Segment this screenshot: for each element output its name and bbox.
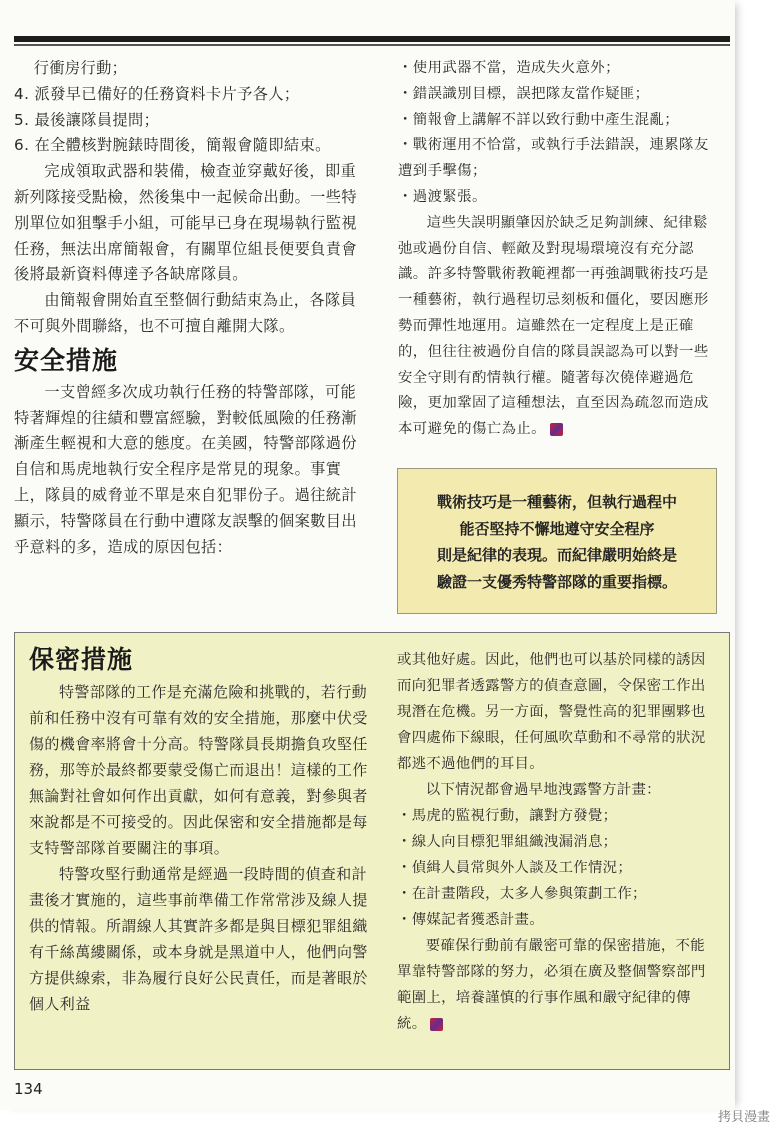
box-left-column xyxy=(29,645,369,1017)
right-column xyxy=(398,56,716,443)
pull-quote xyxy=(397,468,717,614)
paragraph-text: 要確保行動前有嚴密可靠的保密措施，不能單靠特警部隊的努力，必須在廣及整個警察部門範圍上，培養謹慎的行事作風和嚴守紀律的傳統。 xyxy=(397,938,706,1032)
sidebar-box-secrecy xyxy=(14,632,730,1070)
list-item: 6. 在全體核對腕錶時間後，簡報會隨即結束。 xyxy=(14,136,331,155)
paragraph: 特警攻堅行動通常是經過一段時間的偵查和計畫後才實施的，這些事前準備工作常常涉及線人提供的情報。所謂線人其實許多都是與目標犯罪組織有千絲萬縷關係，或本身就是黑道中人，他們向警方提供線索，非為履行良好公民責任，而是著眼於個人利益 xyxy=(29,865,368,1013)
pull-quote-line: 戰術技巧是一種藝術，但執行過程中 xyxy=(436,493,677,511)
section-heading-safety: 安全措施 xyxy=(14,345,119,375)
section-heading-secrecy: 保密措施 xyxy=(29,645,134,674)
pull-quote-line: 驗證一支優秀特警部隊的重要指標。 xyxy=(436,572,677,591)
left-column xyxy=(14,56,360,560)
list-continuation: 行衝房行動； xyxy=(33,59,128,77)
paragraph: 或其他好處。因此，他們也可以基於同樣的誘因而向犯罪者透露警方的偵查意圖，令保密工作出現潛在危機。另一方面，警覺性高的犯罪團夥也會四處佈下線眼，任何風吹草動和不尋常的狀況都逃不過他們的耳目。 xyxy=(397,652,706,772)
paragraph xyxy=(398,211,716,443)
paragraph: 一支曾經多次成功執行任務的特警部隊，可能特著輝煌的往績和豐富經驗，對較低風險的任務漸漸產生輕視和大意的態度。在美國，特警部隊過份自信和馬虎地執行安全程序是常見的現象。事實上，隊員的威脅並不單是來自犯罪份子。過往統計顯示，特警隊員在行動中遭隊友誤擊的個案數目出乎意料的多，造成的原因包括： xyxy=(14,382,357,556)
bullet-item: ・錯誤識別目標，誤把隊友當作疑匪； xyxy=(398,85,650,102)
box-right-column xyxy=(397,647,717,1037)
bullet-item: ・使用武器不當，造成失火意外； xyxy=(398,60,620,76)
header-rule xyxy=(14,36,730,42)
paragraph: 完成領取武器和裝備，檢查並穿戴好後，即重新列隊接受點檢，然後集中一起候命出動。一些特別單位如狙擊手小組，可能早已身在現場執行監視任務，無法出席簡報會，有關單位組長便要負責會後將最新資料傳達予各缺席隊員。 xyxy=(14,162,357,284)
pull-quote-line: 能否堅持不懈地遵守安全程序 xyxy=(459,519,655,538)
pull-quote-line: 則是紀律的表現。而紀律嚴明始終是 xyxy=(436,546,677,564)
paragraph: 由簡報會開始直至整個行動結束為止，各隊員不可與外間聯絡，也不可擅自離開大隊。 xyxy=(14,291,357,335)
page-number: 134 xyxy=(14,1080,43,1098)
bullet-item: ・馬虎的監視行動，讓對方發覺； xyxy=(397,808,618,824)
bullet-item: ・過渡緊張。 xyxy=(398,188,487,205)
bullet-item: ・戰術運用不恰當，或執行手法錯誤，連累隊友遭到手擊傷； xyxy=(398,137,709,180)
paragraph: 以下情況都會過早地洩露警方計畫： xyxy=(425,782,661,798)
bullet-item: ・偵緝人員常與外人談及工作情況； xyxy=(397,860,633,876)
paragraph xyxy=(397,933,717,1037)
watermark-text: 拷貝漫畫 xyxy=(717,1110,770,1125)
end-marker-icon xyxy=(430,1018,443,1031)
paragraph-text: 這些失誤明顯肇因於缺乏足夠訓練、紀律鬆弛或過份自信、輕敵及對現場環境沒有充分認識。許多特警戰術教範裡都一再強調戰術技巧是一種藝術，執行過程切忌刻板和僵化，要因應形勢而彈性地運用。這雖然在一定程度上是正確的，但往往被過份自信的隊員誤認為可以對一些安全守則有酌情執行權。隨著每次僥倖避過危險，更加鞏固了這種想法，直至因為疏忽而造成本可避免的傷亡為止。 xyxy=(398,214,709,438)
paragraph: 特警部隊的工作是充滿危險和挑戰的，若行動前和任務中沒有可靠有效的安全措施，那麼中伏受傷的機會率將會十分高。特警隊員長期擔負攻堅任務，那等於最終都要蒙受傷亡而退出！這樣的工作無論對社會如何作出貢獻，如何有意義，對參與者來說都是不可接受的。因此保密和安全措施都是每支特警部隊首要關注的事項。 xyxy=(29,683,368,857)
list-item: 4. 派發早已備好的任務資料卡片予各人； xyxy=(14,84,300,103)
list-item: 5. 最後讓隊員提問； xyxy=(14,110,160,129)
end-marker-icon xyxy=(550,423,563,436)
bullet-item: ・簡報會上講解不詳以致行動中產生混亂； xyxy=(398,111,680,128)
bullet-item: ・在計畫階段，太多人參與策劃工作； xyxy=(397,886,647,902)
bullet-item: ・傳媒記者獲悉計畫。 xyxy=(397,912,544,928)
header-rule-thin xyxy=(14,44,730,46)
bullet-item: ・線人向目標犯罪組織洩漏消息； xyxy=(397,834,618,850)
